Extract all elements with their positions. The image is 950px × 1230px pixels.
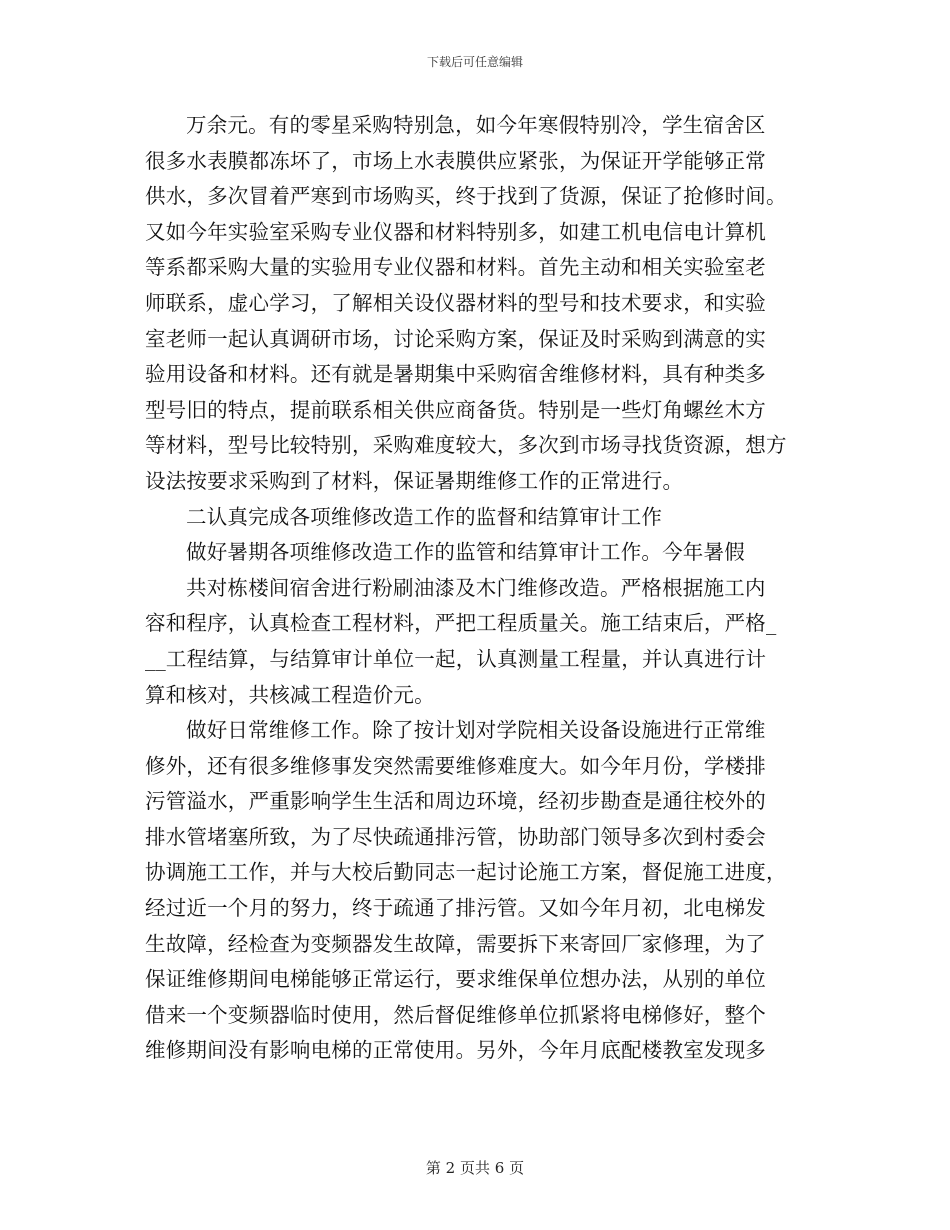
- section-heading: 二认真完成各项维修改造工作的监督和结算审计工作: [186, 504, 663, 529]
- document-body: [145, 108, 810, 1069]
- text-line: 算和核对，共核减工程造价元。: [145, 682, 435, 707]
- text-line: 验用设备和材料。还有就是暑期集中采购宿舍维修材料，具有种类多: [145, 362, 766, 387]
- text-line: 保证维修期间电梯能够正常运行，要求维保单位想办法，从别的单位: [145, 967, 766, 992]
- text-line: 生故障，经检查为变频器发生故障，需要拆下来寄回厂家修理，为了: [145, 931, 766, 956]
- text-line: 万余元。有的零星采购特别急，如今年寒假特别冷，学生宿舍区: [186, 113, 766, 137]
- text-line: 又如今年实验室采购专业仪器和材料特别多，如建工机电信电计算机: [145, 219, 766, 244]
- page-footer: 第 2 页共 6 页: [425, 1159, 525, 1177]
- text-line: 做好暑期各项维修改造工作的监管和结算审计工作。今年暑假: [186, 540, 745, 565]
- text-line: 设法按要求采购到了材料，保证暑期维修工作的正常进行。: [145, 468, 684, 493]
- text-line: 容和程序，认真检查工程材料，严把工程质量关。施工结束后，严格_: [145, 611, 777, 636]
- text-line: 做好日常维修工作。除了按计划对学院相关设备设施进行正常维: [186, 718, 766, 743]
- text-line: 排水管堵塞所致，为了尽快疏通排污管，协助部门领导多次到村委会: [145, 824, 766, 849]
- page-header: 下载后可任意编辑: [426, 55, 523, 69]
- text-line: 等系都采购大量的实验用专业仪器和材料。首先主动和相关实验室老: [145, 255, 766, 280]
- text-line: 师联系，虚心学习，了解相关设仪器材料的型号和技术要求，和实验: [145, 290, 766, 315]
- text-line: 共对栋楼间宿舍进行粉刷油漆及木门维修改造。严格根据施工内: [186, 575, 766, 600]
- text-line: 协调施工工作，并与大校后勤同志一起讨论施工方案，督促施工进度，: [145, 860, 787, 885]
- text-line: 修外，还有很多维修事发突然需要维修难度大。如今年月份，学楼排: [145, 753, 766, 778]
- text-line: 型号旧的特点，提前联系相关供应商备货。特别是一些灯角螺丝木方: [145, 397, 766, 422]
- text-line: 供水，多次冒着严寒到市场购买，终于找到了货源，保证了抢修时间。: [145, 184, 787, 209]
- text-line: 借来一个变频器临时使用，然后督促维修单位抓紧将电梯修好，整个: [145, 1002, 766, 1027]
- text-line: 维修期间没有影响电梯的正常使用。另外，今年月底配楼教室发现多: [145, 1038, 766, 1063]
- text-line: 室老师一起认真调研市场，讨论采购方案，保证及时采购到满意的实: [145, 326, 766, 351]
- text-line: __工程结算，与结算审计单位一起，认真测量工程量，并认真进行计: [145, 646, 767, 671]
- text-line: 经过近一个月的努力，终于疏通了排污管。又如今年月初，北电梯发: [145, 896, 766, 921]
- text-line: 等材料，型号比较特别，采购难度较大，多次到市场寻找货资源，想方: [145, 433, 787, 458]
- text-line: 污管溢水，严重影响学生生活和周边环境，经初步勘查是通往校外的: [145, 789, 766, 814]
- text-line: 很多水表膜都冻坏了，市场上水表膜供应紧张，为保证开学能够正常: [145, 148, 766, 173]
